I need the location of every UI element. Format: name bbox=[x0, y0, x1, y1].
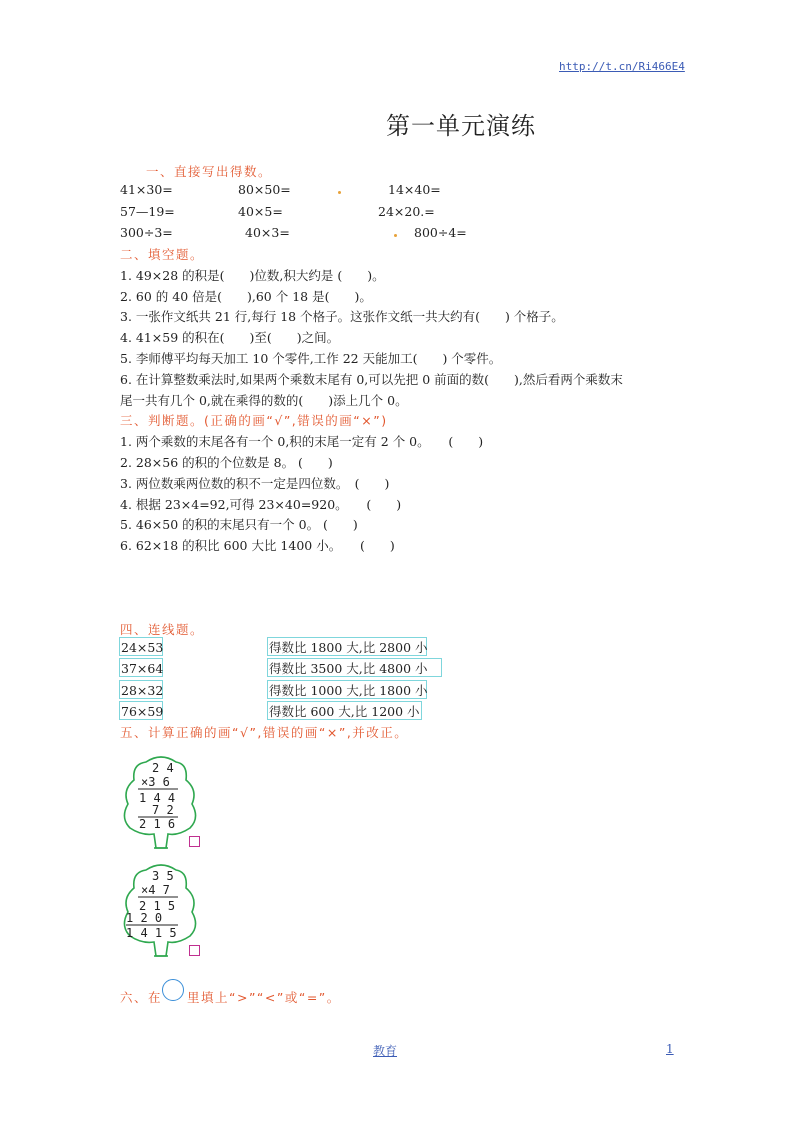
section-5-heading: 五、计算正确的画“√”,错误的画“×”,并改正。 bbox=[120, 725, 409, 740]
calc-line: 1 4 1 5 bbox=[126, 926, 177, 940]
calc-line: 1 4 4 bbox=[139, 791, 176, 805]
s1-item: 41×30= bbox=[120, 182, 173, 197]
calc-line: ×3 6 bbox=[141, 775, 170, 789]
answer-square[interactable] bbox=[189, 945, 200, 956]
calc-line: 2 1 5 bbox=[139, 899, 176, 913]
section-4-heading: 四、连线题。 bbox=[120, 622, 205, 637]
s1-item: 40×3= bbox=[245, 225, 290, 240]
match-left-item[interactable]: 24×53 bbox=[119, 637, 163, 656]
section-2-heading: 二、填空题。 bbox=[120, 247, 205, 262]
s3-line: 4. 根据 23×4=92,可得 23×40=920。 ( ) bbox=[120, 497, 402, 512]
s2-line: 1. 49×28 的积是( )位数,积大约是 ( )。 bbox=[120, 268, 385, 283]
answer-circle[interactable] bbox=[162, 979, 184, 1001]
footer-link[interactable]: 教育 bbox=[373, 1044, 398, 1058]
s3-line: 3. 两位数乘两位数的积不一定是四位数。 ( ) bbox=[120, 476, 390, 491]
s2-line: 5. 李师傅平均每天加工 10 个零件,工作 22 天能加工( ) 个零件。 bbox=[120, 351, 502, 366]
calc-line: 3 5 bbox=[152, 869, 174, 883]
calc-line: 1 2 0 bbox=[126, 911, 163, 925]
calc-line: 2 4 bbox=[152, 761, 174, 775]
calc-line: 7 2 bbox=[152, 803, 174, 817]
source-url[interactable]: http://t.cn/Ri466E4 bbox=[559, 60, 685, 73]
s3-line: 1. 两个乘数的末尾各有一个 0,积的末尾一定有 2 个 0。 ( ) bbox=[120, 434, 484, 449]
match-right-item[interactable]: 得数比 1000 大,比 1800 小 bbox=[267, 680, 427, 699]
s3-line: 6. 62×18 的积比 600 大比 1400 小。 ( ) bbox=[120, 538, 395, 553]
s2-line: 3. 一张作文纸共 21 行,每行 18 个格子。这张作文纸一共大约有( ) 个格子。 bbox=[120, 309, 564, 324]
s1-item: 24×20.= bbox=[378, 204, 435, 219]
match-left-item[interactable]: 76×59 bbox=[119, 701, 163, 720]
s2-line: 尾一共有几个 0,就在乘得的数的( )添上几个 0。 bbox=[120, 393, 408, 408]
section-6-heading-suffix: 里填上“>”“<”或“=”。 bbox=[187, 990, 341, 1005]
s2-line: 6. 在计算整数乘法时,如果两个乘数末尾有 0,可以先把 0 前面的数( ),然后看两个乘数末 bbox=[120, 372, 623, 387]
s1-item: 40×5= bbox=[238, 204, 283, 219]
s3-line: 5. 46×50 的积的末尾只有一个 0。 ( ) bbox=[120, 517, 358, 532]
stray-dot bbox=[338, 191, 341, 194]
s1-item: 57—19= bbox=[120, 204, 175, 219]
page-number[interactable]: 1 bbox=[666, 1042, 674, 1056]
calc-line: ×4 7 bbox=[141, 883, 170, 897]
section-1-heading: 一、直接写出得数。 bbox=[146, 164, 273, 179]
s1-item: 14×40= bbox=[388, 182, 441, 197]
match-left-item[interactable]: 37×64 bbox=[119, 658, 163, 677]
s1-item: 800÷4= bbox=[414, 225, 467, 240]
s1-item: 80×50= bbox=[238, 182, 291, 197]
match-right-item[interactable]: 得数比 600 大,比 1200 小 bbox=[267, 701, 422, 720]
page-title: 第一单元演练 bbox=[386, 112, 536, 140]
answer-square[interactable] bbox=[189, 836, 200, 847]
stray-dot bbox=[394, 234, 397, 237]
s1-item: 300÷3= bbox=[120, 225, 173, 240]
calc-line: 2 1 6 bbox=[139, 817, 176, 831]
match-right-item[interactable]: 得数比 1800 大,比 2800 小 bbox=[267, 637, 427, 656]
s3-line: 2. 28×56 的积的个位数是 8。 ( ) bbox=[120, 455, 333, 470]
section-3-heading: 三、判断题。(正确的画“√”,错误的画“×”) bbox=[120, 413, 388, 428]
section-6-heading-prefix: 六、在 bbox=[120, 990, 163, 1005]
s2-line: 4. 41×59 的积在( )至( )之间。 bbox=[120, 330, 340, 345]
match-right-item[interactable]: 得数比 3500 大,比 4800 小 bbox=[267, 658, 442, 677]
match-left-item[interactable]: 28×32 bbox=[119, 680, 163, 699]
s2-line: 2. 60 的 40 倍是( ),60 个 18 是( )。 bbox=[120, 289, 372, 304]
